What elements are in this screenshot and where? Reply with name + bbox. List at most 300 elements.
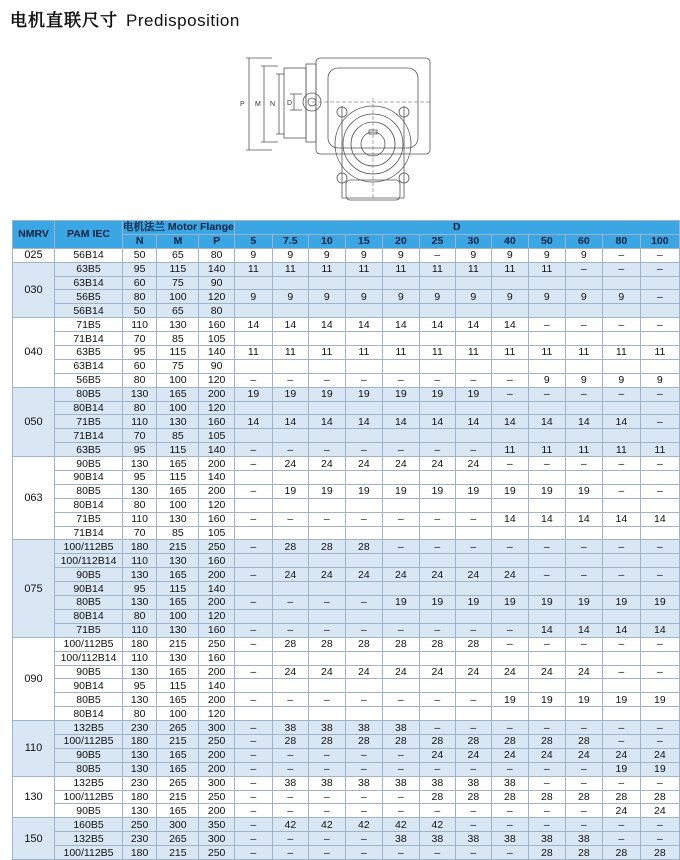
d-value: – [272,762,308,776]
nmrv-size: 050 [13,387,55,456]
d-value: 28 [272,540,308,554]
d-value [308,359,345,373]
d-value [565,429,602,443]
d-value: 19 [491,693,528,707]
d-value [602,276,640,290]
pam-header: PAM IEC [55,221,123,249]
m-value: 115 [157,346,199,360]
d-value: – [272,804,308,818]
d-value: 14 [640,623,679,637]
d-value: – [345,762,382,776]
d-value: – [565,457,602,471]
d-value [419,609,455,623]
d-value [602,498,640,512]
d-value: – [640,248,679,262]
pam-value: 90B5 [55,665,123,679]
nmrv-size: 130 [13,776,55,818]
d-value [565,401,602,415]
p-value: 160 [199,623,234,637]
d-value: 14 [234,415,272,429]
d-value: – [272,693,308,707]
d-value: 38 [272,776,308,790]
d-value: – [345,443,382,457]
d-value: 24 [345,665,382,679]
n-value: 80 [123,373,157,387]
table-row [13,832,680,846]
d-value [528,707,565,721]
n-value: 180 [123,790,157,804]
d-value: 24 [308,457,345,471]
d-value: – [234,665,272,679]
d-value [272,304,308,318]
n-value: 110 [123,415,157,429]
page-title [10,6,240,31]
d-value: 14 [455,415,491,429]
d-value: 38 [455,776,491,790]
d-value [602,679,640,693]
n-value: 130 [123,484,157,498]
d-value: 14 [382,415,419,429]
d-value: 11 [455,346,491,360]
d-value [565,554,602,568]
d-value [491,651,528,665]
d-value [602,526,640,540]
table-row [13,734,680,748]
d-value: 24 [491,665,528,679]
d-value [640,526,679,540]
d-value [528,429,565,443]
pam-value: 90B5 [55,457,123,471]
d-value: 24 [308,665,345,679]
pam-value: 80B14 [55,401,123,415]
pam-value: 80B5 [55,762,123,776]
d-value: 14 [308,415,345,429]
pam-value: 90B14 [55,679,123,693]
d-value: 14 [491,318,528,332]
d-value [528,276,565,290]
d-value: 14 [640,512,679,526]
n-value: 110 [123,623,157,637]
d-value: 19 [602,762,640,776]
d-value: – [491,457,528,471]
table-row [13,609,680,623]
d-value [602,609,640,623]
d-value: – [272,373,308,387]
d-value: 14 [528,415,565,429]
p-value: 200 [199,804,234,818]
n-value: 80 [123,498,157,512]
d-value [455,582,491,596]
n-value: 130 [123,596,157,610]
p-value: 200 [199,665,234,679]
n-value: 70 [123,332,157,346]
d-value: 24 [272,568,308,582]
d-value: – [491,623,528,637]
label-d: D [287,100,293,107]
d-value: 24 [382,568,419,582]
d-value: 28 [528,734,565,748]
d-value [345,359,382,373]
m-value: 115 [157,471,199,485]
ratio-header: 40 [491,234,528,248]
p-value: 300 [199,721,234,735]
d-value: 14 [602,415,640,429]
m-value: 115 [157,582,199,596]
n-value: 230 [123,776,157,790]
n-value: 230 [123,832,157,846]
d-value [640,359,679,373]
d-value: – [455,846,491,860]
m-value: 265 [157,832,199,846]
n-value: 130 [123,748,157,762]
nmrv-size: 030 [13,262,55,318]
d-value: 24 [272,665,308,679]
d-value: – [491,804,528,818]
d-value: 28 [565,846,602,860]
d-value [272,554,308,568]
d-value: – [308,762,345,776]
d-value: – [345,846,382,860]
table-row [13,582,680,596]
d-value: – [419,248,455,262]
d-value [308,429,345,443]
d-value: – [272,846,308,860]
d-value: 28 [455,734,491,748]
p-value: 105 [199,332,234,346]
p-value: 140 [199,346,234,360]
d-value [528,498,565,512]
d-value: 9 [565,373,602,387]
pam-value: 90B5 [55,568,123,582]
d-value [419,429,455,443]
d-value [419,401,455,415]
d-value: – [455,721,491,735]
d-value [640,429,679,443]
d-value [640,332,679,346]
d-value: – [565,540,602,554]
d-value: 28 [419,734,455,748]
d-value: – [565,387,602,401]
p-value: 200 [199,693,234,707]
m-value: 215 [157,790,199,804]
d-value: 28 [455,637,491,651]
n-value: 250 [123,818,157,832]
d-value: 9 [419,290,455,304]
d-value: – [419,623,455,637]
d-value [345,526,382,540]
pam-value: 71B14 [55,429,123,443]
d-value [528,679,565,693]
d-value [308,332,345,346]
d-value [602,401,640,415]
d-value: 28 [528,790,565,804]
ratio-header: 60 [565,234,602,248]
d-value: – [528,568,565,582]
n-value: 130 [123,387,157,401]
d-value: 11 [308,346,345,360]
d-value: 24 [565,748,602,762]
d-value: – [640,540,679,554]
d-value [455,471,491,485]
d-value [640,276,679,290]
n-value: 95 [123,443,157,457]
d-value [382,471,419,485]
d-value: – [345,373,382,387]
n-value: 130 [123,457,157,471]
d-value: 9 [602,290,640,304]
d-value [528,582,565,596]
p-value: 160 [199,512,234,526]
ratio-header: 7.5 [272,234,308,248]
p-value: 200 [199,387,234,401]
d-value: 38 [455,832,491,846]
n-value: 95 [123,262,157,276]
pam-value: 90B14 [55,582,123,596]
d-value [565,582,602,596]
d-value: – [528,776,565,790]
d-value: – [345,748,382,762]
d-value [419,498,455,512]
table-row [13,429,680,443]
d-value: 19 [419,484,455,498]
d-value [382,332,419,346]
d-value: – [234,721,272,735]
m-value: 75 [157,276,199,290]
d-value: – [565,637,602,651]
d-value: – [528,721,565,735]
table-row [13,262,680,276]
n-value: 80 [123,401,157,415]
m-value: 165 [157,568,199,582]
m-value: 100 [157,401,199,415]
d-value [491,401,528,415]
ratio-header: 10 [308,234,345,248]
d-value: – [640,721,679,735]
n-value: 80 [123,609,157,623]
d-value [308,471,345,485]
m-value: 215 [157,846,199,860]
m-value: 115 [157,679,199,693]
d-value [234,651,272,665]
d-value [345,582,382,596]
d-value [602,582,640,596]
d-value [345,429,382,443]
p-value: 120 [199,401,234,415]
d-value: 14 [528,512,565,526]
table-row [13,346,680,360]
p-value: 250 [199,790,234,804]
d-value: 24 [565,665,602,679]
d-value: 9 [234,290,272,304]
d-value: 19 [528,693,565,707]
d-value: 19 [382,596,419,610]
n-value: 60 [123,276,157,290]
d-value: 14 [455,318,491,332]
d-value: 11 [491,346,528,360]
d-value: 11 [234,262,272,276]
p-value: 300 [199,776,234,790]
d-value [234,498,272,512]
d-value [272,582,308,596]
d-value: 38 [382,721,419,735]
p-value: 200 [199,457,234,471]
table-row [13,401,680,415]
label-p: P [240,101,245,108]
d-value: – [234,846,272,860]
d-value: 14 [565,512,602,526]
d-value: 19 [565,484,602,498]
nmrv-size: 150 [13,818,55,860]
p-value: 140 [199,471,234,485]
d-value [565,651,602,665]
d-value: 28 [419,790,455,804]
d-value [382,707,419,721]
d-value [234,359,272,373]
d-value: – [565,762,602,776]
d-value: 38 [528,832,565,846]
d-value: 19 [640,596,679,610]
d-value: 24 [602,748,640,762]
d-value: – [234,790,272,804]
pam-value: 100/112B5 [55,637,123,651]
pam-value: 56B5 [55,373,123,387]
d-value [345,498,382,512]
d-value [455,651,491,665]
d-value: 19 [455,484,491,498]
d-value: – [640,387,679,401]
d-value: 9 [528,373,565,387]
d-value [455,276,491,290]
table-row [13,471,680,485]
d-value: – [491,846,528,860]
d-value: 38 [419,776,455,790]
table-row [13,776,680,790]
d-value: 28 [640,846,679,860]
d-value: – [640,484,679,498]
d-value [455,304,491,318]
d-value: – [602,540,640,554]
pam-value: 56B14 [55,304,123,318]
d-value [528,651,565,665]
d-value [455,609,491,623]
d-value [272,498,308,512]
d-value [528,554,565,568]
label-m: M [255,101,261,108]
d-value: 9 [308,248,345,262]
gearbox-drawing [232,48,452,208]
d-value: – [234,818,272,832]
d-value: – [234,373,272,387]
d-value: 9 [455,290,491,304]
d-value [308,609,345,623]
p-value: 200 [199,762,234,776]
d-value: – [234,568,272,582]
m-value: 165 [157,804,199,818]
ratio-header: 15 [345,234,382,248]
d-value [308,651,345,665]
d-value: – [491,818,528,832]
d-value: 19 [345,387,382,401]
d-value: 9 [565,248,602,262]
d-value: 24 [640,804,679,818]
d-value: – [602,568,640,582]
d-value [382,651,419,665]
pam-value: 71B5 [55,318,123,332]
n-value: 180 [123,540,157,554]
table-row [13,443,680,457]
d-value: – [640,637,679,651]
d-value [491,707,528,721]
d-value: 9 [308,290,345,304]
d-value: 11 [602,443,640,457]
table-row [13,568,680,582]
d-value: – [565,568,602,582]
p-value: 200 [199,596,234,610]
d-value: 38 [491,776,528,790]
p-value: 160 [199,651,234,665]
pam-value: 80B14 [55,707,123,721]
d-value: – [419,540,455,554]
d-value: 24 [455,665,491,679]
m-value: 300 [157,818,199,832]
n-value: 95 [123,679,157,693]
pam-value: 63B5 [55,443,123,457]
d-value [640,609,679,623]
d-value [419,679,455,693]
ratio-header: 5 [234,234,272,248]
pam-value: 71B5 [55,623,123,637]
d-value [455,359,491,373]
pam-value: 63B5 [55,262,123,276]
p-value: 120 [199,373,234,387]
d-value [272,609,308,623]
d-value: 11 [455,262,491,276]
d-value: 38 [345,721,382,735]
d-value [382,359,419,373]
table-row [13,623,680,637]
d-value: 14 [602,512,640,526]
d-value: 9 [491,248,528,262]
m-value: 75 [157,359,199,373]
d-value: – [491,540,528,554]
m-value: 215 [157,637,199,651]
d-value [345,651,382,665]
d-value: – [602,262,640,276]
d-value: 24 [602,804,640,818]
m-value: 165 [157,484,199,498]
d-value: – [565,818,602,832]
d-value: – [455,804,491,818]
d-value: – [602,248,640,262]
m-value: 165 [157,762,199,776]
n-value: 50 [123,304,157,318]
d-value [602,429,640,443]
d-value [234,554,272,568]
pam-value: 80B5 [55,484,123,498]
d-value: – [455,762,491,776]
m-value: 100 [157,609,199,623]
d-value: 14 [345,318,382,332]
table-row [13,651,680,665]
d-value: 28 [565,790,602,804]
m-value: 65 [157,248,199,262]
d-value: – [455,693,491,707]
pam-value: 71B5 [55,512,123,526]
d-value: – [308,373,345,387]
d-value: 28 [308,540,345,554]
d-value [491,582,528,596]
p-value: 200 [199,484,234,498]
